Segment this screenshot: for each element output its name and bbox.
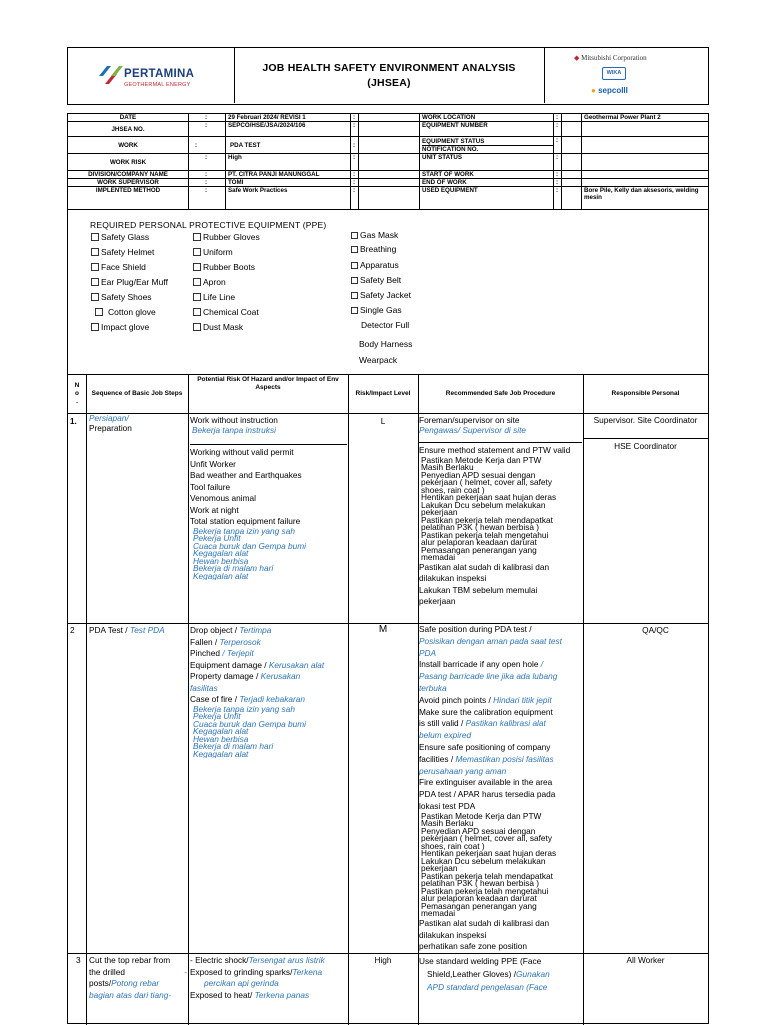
colon: : [352, 141, 356, 149]
checkbox-icon[interactable] [91, 278, 99, 286]
checkbox-icon[interactable] [351, 277, 358, 284]
colon: : [204, 114, 208, 121]
checkbox-icon[interactable] [193, 263, 201, 271]
colon: : [352, 114, 356, 121]
supervisor-value: TOMI [228, 179, 244, 186]
procedure-text: alur pelaporan keadaan darurat [421, 893, 537, 904]
used-equipment-value: Bore Pile, Kelly dan aksesoris, welding mesin [584, 187, 699, 201]
checkbox-icon[interactable] [351, 292, 358, 299]
hazard-divider [190, 434, 347, 445]
row-responsible: QA/QC [642, 625, 669, 635]
ppe-label-line [359, 355, 397, 365]
procedure-text: pelatihan P3K ( hewan berbisa ) [421, 522, 540, 532]
colon: : [352, 122, 356, 129]
wika-logo: WIKA [602, 67, 626, 80]
hazard-translation: Cuaca buruk dan Gempa bumi [193, 540, 306, 551]
hazard-translation: Tertimpa [239, 625, 272, 635]
row-responsible [583, 415, 708, 452]
hazard-analysis-table [67, 374, 709, 1024]
colon: : [555, 187, 559, 194]
risk-level: High [374, 955, 392, 965]
procedure-text: Install barricade if any open hole [419, 659, 541, 670]
hazard-text: Work without instruction [190, 415, 278, 425]
ppe-label: Detector Full [361, 320, 410, 330]
ppe-title: REQUIRED PERSONAL PROTECTIVE EQUIPMENT (PPE) [90, 220, 327, 230]
partner-logos [544, 48, 707, 103]
mitsubishi-diamond-icon: ◆ [574, 54, 580, 62]
colon: : [555, 154, 559, 161]
hazard-translation: fasilitas [190, 682, 218, 693]
procedure-translation: APD standard pengelasan (Face [427, 982, 548, 992]
step-translation: bagian atas dari tiang- [89, 989, 172, 1000]
header-risk: Risk/Impact Level [355, 390, 411, 397]
info-row [68, 122, 708, 137]
row-procedure [419, 415, 582, 608]
hazard-text: Tool failure [190, 481, 231, 492]
ppe-label: Ear Plug/Ear Muff [101, 277, 168, 287]
row-number: 2 [70, 625, 75, 635]
procedure-text: Lakukan TBM sebelum memulai [419, 584, 538, 595]
mitsubishi-logo [574, 54, 647, 62]
hazard-translation: Kegagalan alat [193, 748, 249, 758]
logo-subtitle: GEOTHERMAL ENERGY [124, 82, 191, 88]
procedure-translation: Pasang barricade line jika ada lubang [419, 671, 558, 682]
checkbox-icon[interactable] [91, 293, 99, 301]
equipment-number-label: EQUIPMENT NUMBER [422, 122, 488, 129]
row-responsible: All Worker [626, 955, 665, 965]
hazard-translation: Kegagalan alat [193, 726, 249, 736]
ppe-label: Impact glove [101, 322, 150, 332]
pertamina-logo-icon [95, 64, 123, 86]
ppe-label: Apron [203, 277, 226, 287]
location-label: WORK LOCATION [422, 114, 476, 121]
procedure-text: memadai [421, 908, 456, 919]
checkbox-icon[interactable] [91, 263, 99, 271]
checkbox-icon[interactable] [193, 278, 201, 286]
work-value: PDA TEST [230, 141, 261, 149]
hazard-text: Drop object / [190, 625, 240, 635]
procedure-translation: perusahaan yang aman [419, 765, 507, 776]
ppe-checkbox[interactable] [95, 307, 156, 317]
colon: : [352, 179, 356, 186]
hazard-translation: Tersengat arus listrik [248, 955, 325, 965]
end-of-work-label: END OF WORK [422, 179, 467, 186]
jhsea-value: SEPCO/HSE/JSA/2024/106 [228, 122, 306, 129]
procedure-text: Pemasangan penerangan yang [421, 544, 537, 555]
row-number: 1. [70, 417, 77, 426]
ppe-checkbox[interactable] [193, 322, 243, 332]
procedure-text: shoes, rain coat ) [421, 840, 485, 851]
ppe-checkbox[interactable] [91, 292, 152, 302]
hazard-translation: Kerusakan [260, 671, 301, 681]
procedure-text: memadai [421, 552, 456, 562]
ppe-label: Dust Mask [203, 322, 244, 332]
ppe-checkbox[interactable] [91, 277, 168, 287]
procedure-text: Lakukan Dcu sebelum melakukan [421, 855, 546, 866]
table-row [68, 413, 708, 624]
hazard-translation: Kerusakan alat [268, 659, 325, 670]
procedure-text: Pastikan alat sudah di kalibrasi dan [419, 917, 550, 928]
ppe-label: Wearpack [359, 355, 398, 365]
info-row [68, 171, 708, 179]
checkbox-icon[interactable] [351, 232, 358, 239]
colon: : [204, 122, 208, 129]
row-step [89, 625, 165, 637]
procedure-text: Foreman/supervisor on site [419, 415, 520, 425]
colon: : [555, 171, 559, 178]
procedure-text: Hentikan pekerjaan saat hujan deras [421, 848, 557, 859]
ppe-checkbox[interactable] [193, 307, 259, 317]
ppe-label: Single Gas [360, 305, 402, 315]
procedure-text: perhatikan safe zone position [419, 941, 527, 952]
ppe-label-line [359, 339, 412, 349]
procedure-text: Ensure method statement and PTW valid [419, 445, 571, 455]
used-equipment-label: USED EQUIPMENT [422, 187, 478, 194]
ppe-label: Rubber Boots [203, 262, 255, 272]
procedure-translation: terbuka [419, 682, 447, 693]
procedure-translation: Memastikan posisi fasilitas [455, 753, 554, 764]
hazard-text: Venomous animal [190, 493, 256, 503]
row-hazard [190, 415, 347, 580]
colon: : [555, 114, 559, 121]
hazard-text: Unfit Worker [190, 458, 236, 469]
procedure-translation: belum expired [419, 730, 472, 741]
ppe-checkbox[interactable] [193, 262, 255, 272]
ppe-label: Body Harness [359, 339, 413, 349]
row-step [89, 955, 187, 1001]
hazard-text: Case of fire / [190, 694, 240, 704]
location-value: Geothermal Power Plant 2 [584, 114, 661, 121]
hazard-translation: Bekerja tanpa izin yang sah [193, 703, 295, 714]
procedure-text: Shield,Leather Gloves) / [427, 969, 517, 979]
procedure-text: Ensure safe positioning of company [419, 741, 551, 752]
header-no-text: N o . [74, 382, 80, 405]
info-row [68, 154, 708, 171]
hazard-translation: Terkena [292, 966, 323, 977]
procedure-text: facilities / [419, 753, 456, 764]
ppe-label: Uniform [203, 247, 233, 257]
ppe-label: Chemical Coat [203, 307, 259, 317]
hazard-text: Pinched [190, 648, 223, 658]
ppe-checkbox[interactable] [351, 275, 401, 285]
hazard-translation: Terperosok [219, 636, 261, 647]
colon: : [204, 154, 208, 161]
ppe-label: Cotton glove [108, 307, 156, 317]
jhsea-document [67, 47, 709, 1024]
unit-status-label: UNIT STATUS [422, 154, 462, 161]
procedure-text: dilakukan inspeksi [419, 929, 487, 940]
ppe-checkbox[interactable] [351, 290, 411, 300]
procedure-divider [419, 434, 582, 443]
logo-name: PERTAMINA [124, 68, 195, 80]
checkbox-icon[interactable] [351, 262, 358, 269]
table-row [68, 623, 708, 954]
responsible-text: Supervisor. Site Coordinator [593, 415, 698, 425]
colon: : [352, 171, 356, 178]
checkbox-icon[interactable] [193, 293, 201, 301]
procedure-translation: Pastikan kalibrasi alat [465, 718, 546, 729]
work-label: WORK [118, 141, 138, 149]
ppe-checkbox[interactable] [91, 232, 149, 242]
colon: : [194, 141, 198, 149]
ppe-checkbox[interactable] [193, 247, 233, 257]
start-of-work-label: START OF WORK [422, 171, 474, 178]
procedure-text: Pastikan pekerja telah mendapatkat [421, 514, 553, 525]
info-row [68, 179, 708, 187]
sepco-logo [591, 86, 628, 95]
document-title: JOB HEALTH SAFETY ENVIRONMENT ANALYSIS [262, 61, 516, 74]
hazard-text: Total station equipment failure [190, 516, 301, 526]
header-steps: Sequence of Basic Job Steps [91, 390, 183, 397]
hazard-text: Work at night [190, 504, 239, 515]
colon: : [555, 137, 559, 144]
row-hazard [190, 955, 347, 1001]
procedure-translation: Pengawas/ Supervisor di site [419, 424, 526, 435]
checkbox-icon[interactable] [193, 233, 201, 241]
ppe-label: Safety Helmet [101, 247, 155, 257]
division-label: DIVISION/COMPANY NAME [88, 171, 168, 178]
procedure-translation: PDA [419, 647, 437, 658]
step-text: the drilled [89, 966, 125, 977]
hazard-translation: Bekerja di malam hari [193, 741, 274, 751]
procedure-text: pekerjaan [419, 596, 456, 606]
info-table [67, 113, 709, 210]
checkbox-icon[interactable] [91, 323, 99, 331]
checkbox-icon[interactable] [95, 308, 103, 316]
checkbox-icon[interactable] [193, 323, 201, 331]
procedure-text: Safe position during PDA test / [419, 624, 532, 634]
ppe-checkbox[interactable] [193, 292, 235, 302]
ppe-checkbox[interactable] [351, 244, 396, 254]
hazard-text: Exposed to heat/ [190, 989, 255, 1000]
hazard-translation: percikan api gerinda [204, 978, 279, 988]
hazard-text: Bad weather and Earthquakes [190, 470, 302, 480]
step-translation: Persiapan/ [89, 415, 129, 423]
hazard-translation: Terkena panas [254, 989, 310, 1000]
procedure-text: Masih Berlaku [421, 818, 474, 829]
responsible-text: HSE Coordinator [614, 440, 677, 451]
hazard-translation: Bekerja di malam hari [193, 563, 274, 573]
ppe-checkbox[interactable] [91, 322, 149, 332]
ppe-label: Rubber Gloves [203, 232, 260, 242]
procedure-text: pelatihan P3K ( hewan berbisa ) [421, 878, 540, 889]
ppe-label: Life Line [203, 292, 236, 302]
procedure-text: is still valid / [419, 718, 466, 729]
colon: : [352, 187, 356, 194]
ppe-label: Safety Shoes [101, 292, 152, 302]
step-translation: Potong rebar [111, 978, 160, 988]
row-number: 3 [76, 955, 81, 965]
supervisor-label: WORK SUPERVISOR [97, 179, 159, 186]
procedure-text: pekerjaan ( helmet, cover all, safety [421, 833, 552, 844]
procedure-text: Fire extinguiser available in the area [419, 777, 553, 788]
procedure-translation: Gunakan [516, 969, 550, 979]
procedure-text: Pemasangan penerangan yang [421, 900, 537, 911]
hazard-translation: Cuaca buruk dan Gempa bumi [193, 718, 306, 729]
checkbox-icon[interactable] [351, 246, 358, 253]
procedure-text: dilakukan inspeksi [419, 573, 487, 583]
procedure-text: shoes, rain coat ) [421, 484, 485, 495]
step-text: Cut the top rebar from [89, 955, 171, 965]
step-text: PDA Test / [89, 625, 130, 635]
ppe-label: Face Shield [101, 262, 146, 272]
row-procedure [419, 624, 582, 953]
checkbox-icon[interactable] [91, 233, 99, 241]
date-value: 29 Februari 2024/ REVISI 1 [228, 114, 306, 121]
procedure-translation: Hindari titik jepit [493, 694, 552, 705]
header-no [68, 375, 86, 413]
hazard-translation: Terjadi kebakaran [239, 694, 305, 704]
division-value: PT. CITRA PANJI MANUNGGAL [228, 171, 320, 178]
ppe-checkbox[interactable] [91, 262, 146, 272]
procedure-text: Pastikan Metode Kerja dan PTW [421, 454, 542, 465]
ppe-label: Safety Belt [360, 275, 402, 285]
jhsea-label: JHSEA NO. [111, 125, 145, 133]
table-row [68, 953, 708, 1025]
hazard-text: Equipment damage / [190, 659, 269, 670]
ppe-checkbox[interactable] [351, 260, 399, 270]
checkbox-icon[interactable] [91, 248, 99, 256]
ppe-label: Safety Jacket [360, 290, 412, 300]
procedure-text: lokasi test PDA [419, 800, 476, 811]
procedure-text: Lakukan Dcu sebelum melakukan [421, 499, 546, 510]
checkbox-icon[interactable] [193, 308, 201, 316]
procedure-text: pekerjaan ( helmet, cover all, safety [421, 477, 552, 487]
header-hazard: Potential Risk Of Hazard and/or Impact of Env Aspects [197, 376, 339, 391]
mitsubishi-label: Mitsubishi Corporation [581, 54, 647, 62]
ppe-checkbox[interactable] [351, 305, 402, 315]
equipment-status-label: EQUIPMENT STATUS [422, 137, 485, 145]
method-label: IMPLENTED METHOD [95, 187, 161, 194]
hazard-translation: Bekerja tanpa izin yang sah [193, 525, 295, 536]
hazard-text: Working without valid permit [190, 447, 294, 457]
date-label: DATE [119, 114, 137, 121]
checkbox-icon[interactable] [193, 248, 201, 256]
colon: : [204, 187, 208, 194]
hazard-translation: Hewan berbisa [193, 555, 249, 566]
procedure-text: pekerjaan [421, 507, 458, 517]
step-text: posts/ [89, 978, 112, 988]
ppe-label: Safety Glass [101, 232, 150, 242]
procedure-translation: / [540, 659, 544, 670]
colon: : [555, 122, 559, 129]
logo-cell [68, 48, 235, 103]
document-subtitle: (JHSEA) [367, 76, 411, 89]
info-row [68, 114, 708, 122]
responsible-divider [583, 427, 708, 439]
hazard-text: - Electric shock/ [190, 955, 249, 965]
work-risk-value: High [228, 154, 242, 161]
hazard-translation: Pekerja Unfit [193, 533, 241, 543]
table-header-row [68, 375, 708, 414]
hazard-translation: Pekerja Unfit [193, 711, 241, 721]
procedure-text: Penyedian APD sesuai dengan [421, 825, 536, 836]
procedure-translation: Posisikan dengan aman pada saat test [419, 635, 562, 646]
info-row [68, 137, 708, 154]
header-procedure: Recommended Safe Job Procedure [445, 390, 556, 397]
hazard-text: Property damage / [190, 671, 261, 681]
procedure-text: Hentikan pekerjaan saat hujan deras [421, 492, 557, 502]
colon: : [204, 171, 208, 178]
step-translation: Test PDA [129, 625, 165, 635]
procedure-text: PDA test / APAR harus tersedia pada [419, 789, 556, 800]
procedure-text: Pastikan pekerja telah mendapatkat [421, 870, 553, 881]
row-hazard [190, 625, 347, 758]
sepco-globe-icon: ● [591, 86, 596, 95]
procedure-text: Avoid pinch points / [419, 694, 494, 705]
risk-level: L [380, 416, 386, 426]
procedure-text: Pastikan Metode Kerja dan PTW [421, 810, 542, 821]
procedure-text: Make sure the calibration equipment [419, 706, 553, 717]
ppe-label: Apparatus [360, 260, 399, 270]
procedure-text: pekerjaan [421, 863, 458, 874]
notification-label: NOTIFICATION NO. [422, 145, 553, 153]
equipment-status-cell [420, 137, 553, 153]
ppe-checkbox[interactable] [193, 277, 226, 287]
sepco-label: sepcoIII [598, 86, 628, 95]
hazard-translation: Kegagalan alat [193, 570, 249, 580]
ppe-checkbox[interactable] [193, 232, 260, 242]
procedure-text: Masih Berlaku [421, 462, 474, 472]
colon: : [204, 179, 208, 186]
header-responsible: Responsible Personal [611, 390, 680, 397]
hazard-text: Exposed to grinding sparks/ [190, 966, 293, 977]
procedure-text: Pastikan alat sudah di kalibrasi dan [419, 561, 550, 572]
row-procedure [419, 955, 582, 994]
ppe-checkbox[interactable] [91, 247, 154, 257]
colon: : [555, 179, 559, 186]
step-text: Preparation [89, 422, 132, 433]
method-value: Safe Work Practices [228, 187, 288, 194]
procedure-text: Penyedian APD sesuai dengan [421, 469, 536, 480]
step-translation: - [184, 966, 187, 977]
checkbox-icon[interactable] [351, 307, 358, 314]
work-risk-label: WORK RISK [109, 158, 147, 166]
title-cell [234, 48, 545, 103]
hazard-text: Fallen / [190, 636, 220, 647]
hazard-translation: Hewan berbisa [193, 733, 249, 744]
procedure-text: Pastikan pekerja telah mengetahui [421, 529, 549, 540]
document-header [67, 47, 709, 105]
ppe-label-line [361, 320, 409, 330]
colon: : [352, 154, 356, 161]
hazard-translation: Kegagalan alat [193, 548, 249, 558]
row-step [89, 415, 132, 434]
ppe-label: Breathing [360, 244, 397, 254]
ppe-checkbox[interactable] [351, 230, 398, 240]
procedure-text: Use standard welding PPE (Face [419, 956, 542, 966]
risk-level: M [378, 624, 388, 635]
procedure-text: alur pelaporan keadaan darurat [421, 537, 537, 547]
procedure-text: Pastikan pekerja telah mengetahui [421, 885, 549, 896]
hazard-translation: Bekerja tanpa instruksi [192, 424, 276, 435]
ppe-label: Gas Mask [360, 230, 399, 240]
info-row [68, 187, 708, 209]
hazard-translation: / Terjepit [222, 648, 254, 658]
